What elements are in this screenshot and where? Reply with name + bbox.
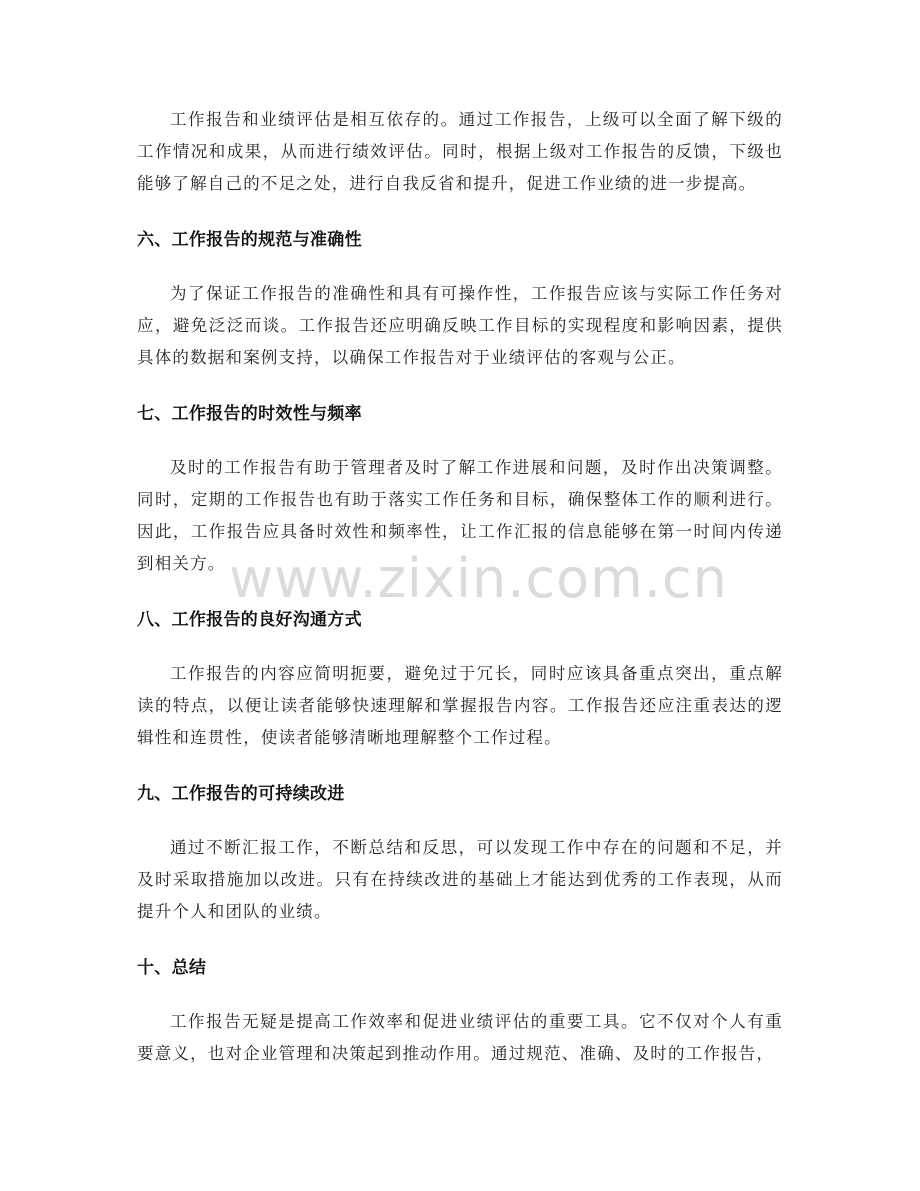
section-paragraph-7: 及时的工作报告有助于管理者及时了解工作进展和问题，及时作出决策调整。同时，定期的工作报告也有助于落实工作任务和目标，确保整体工作的顺利进行。因此，工作报告应具备时效性和频率性，让工作汇报的信息能够在第一时间内传递到相关方。: [137, 458, 783, 573]
section-heading-7: 七、工作报告的时效性与频率: [137, 404, 362, 424]
section-paragraph-9: 通过不断汇报工作，不断总结和反思，可以发现工作中存在的问题和不足，并及时采取措施加以改进。只有在持续改进的基础上才能达到优秀的工作表现，从而提升个人和团队的业绩。: [137, 838, 783, 921]
intro-paragraph: 工作报告和业绩评估是相互依存的。通过工作报告，上级可以全面了解下级的工作情况和成果，从而进行绩效评估。同时，根据上级对工作报告的反馈，下级也能够了解自己的不足之处，进行自我反省和提升，促进工作业绩的进一步提高。: [137, 110, 783, 193]
document-body: [137, 104, 783, 1070]
section-heading-8: 八、工作报告的良好沟通方式: [137, 610, 362, 630]
watermark-text: www.zixin.com.cn: [229, 547, 728, 610]
section-heading-6: 六、工作报告的规范与准确性: [137, 230, 362, 250]
section-heading-9: 九、工作报告的可持续改进: [137, 784, 345, 804]
section-paragraph-8: 工作报告的内容应简明扼要，避免过于冗长，同时应该具备重点突出，重点解读的特点，以便让读者能够快速理解和掌握报告内容。工作报告还应注重表达的逻辑性和连贯性，使读者能够清晰地理解整个工作过程。: [137, 664, 783, 747]
section-heading-10: 十、总结: [137, 958, 207, 978]
section-paragraph-10: 工作报告无疑是提高工作效率和促进业绩评估的重要工具。它不仅对个人有重要意义，也对企业管理和决策起到推动作用。通过规范、准确、及时的工作报告，: [137, 1012, 783, 1063]
section-paragraph-6: 为了保证工作报告的准确性和具有可操作性，工作报告应该与实际工作任务对应，避免泛泛而谈。工作报告还应明确反映工作目标的实现程度和影响因素，提供具体的数据和案例支持，以确保工作报告对于业绩评估的客观与公正。: [137, 284, 783, 367]
